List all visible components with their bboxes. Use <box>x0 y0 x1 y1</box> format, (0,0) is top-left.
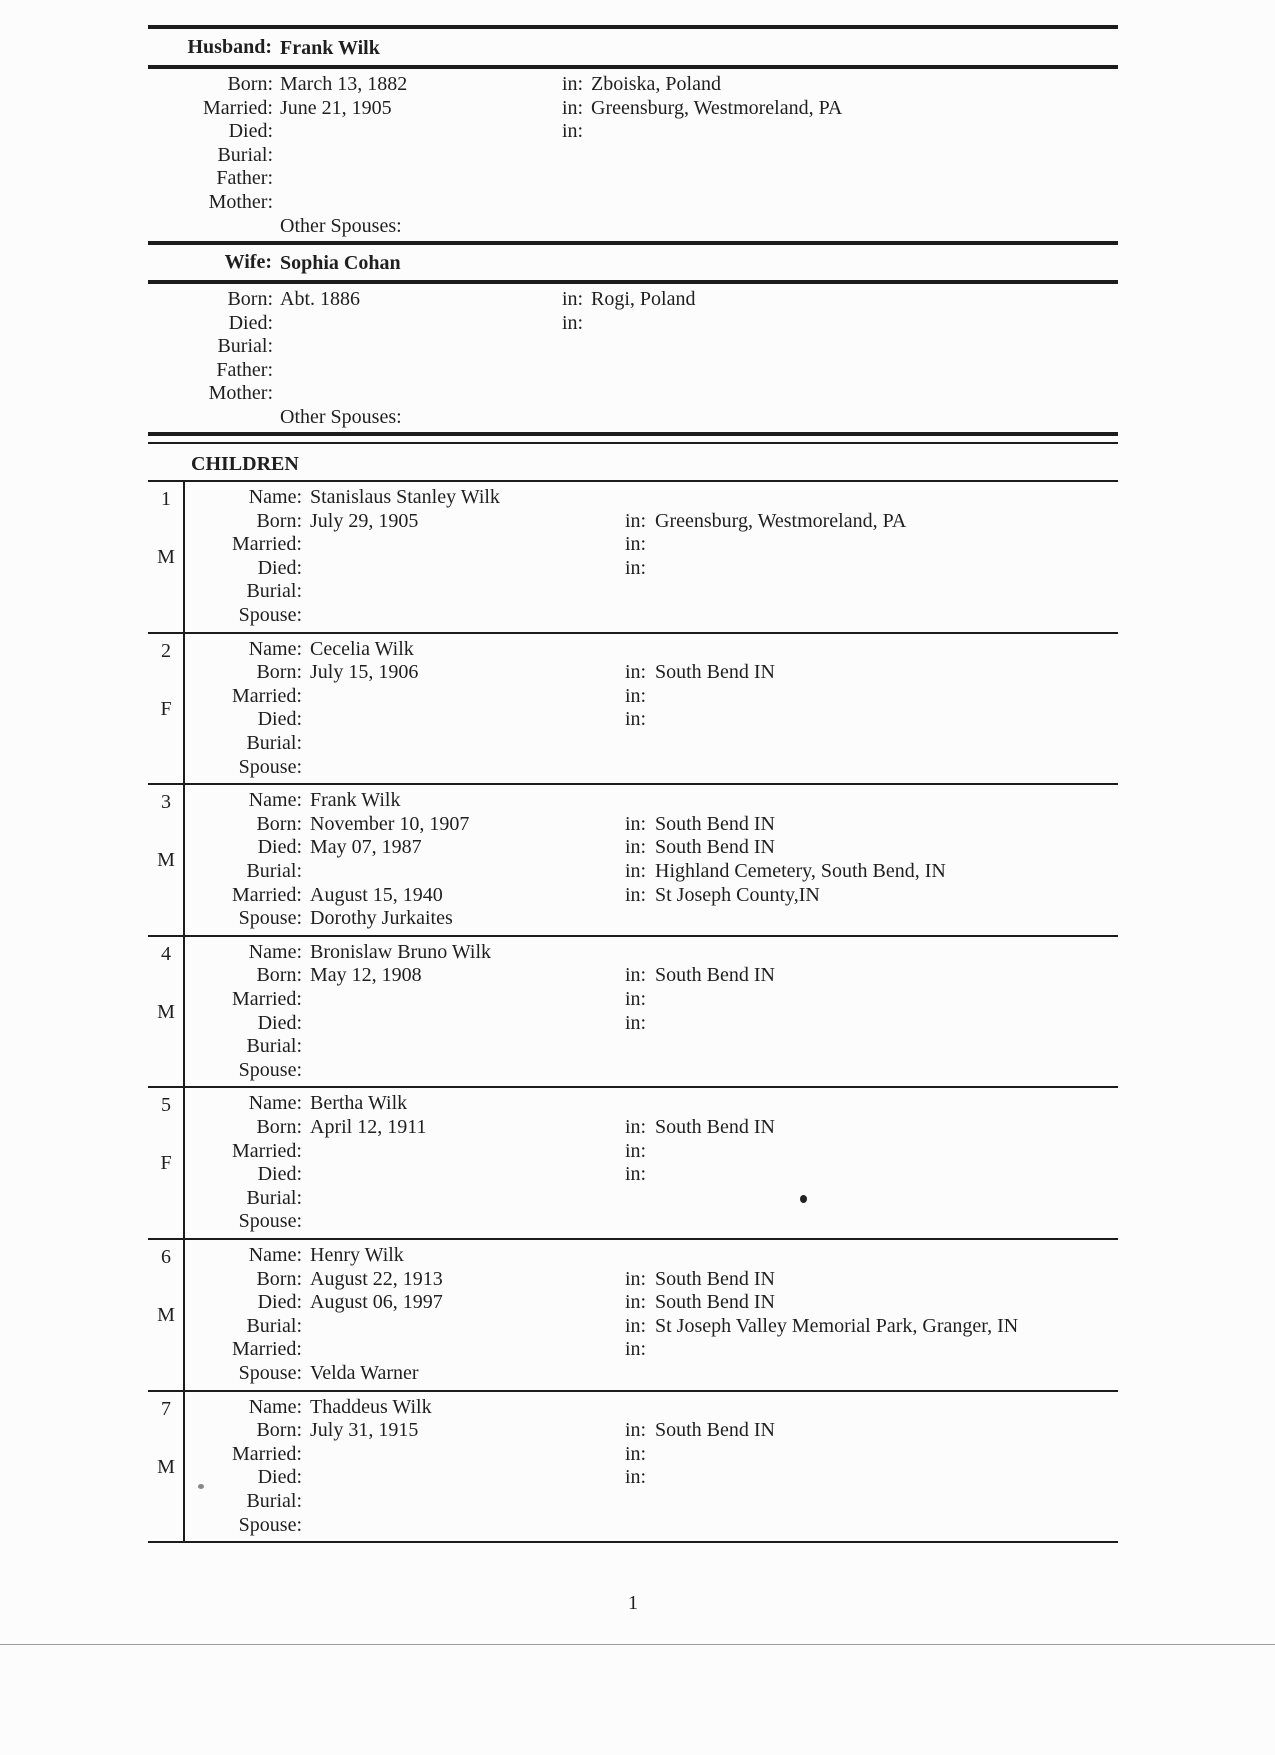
wife-row-label: Died: <box>228 311 273 334</box>
child-row-label: Born: <box>256 509 302 532</box>
child-sex: M <box>157 1304 175 1326</box>
child-separator-rule <box>148 935 1118 937</box>
wife-heading-label: Wife: <box>224 251 272 273</box>
child-number: 2 <box>161 639 171 662</box>
child-row-place: St Joseph Valley Memorial Park, Granger, IN <box>655 1314 1019 1337</box>
husband-row-label: Born: <box>227 73 273 95</box>
child-row-value: August 06, 1997 <box>310 1291 443 1314</box>
child-row-label: Died: <box>257 556 302 579</box>
wife-top-rule <box>148 241 1118 245</box>
child-row-in: in: <box>625 1442 647 1465</box>
husband-row-place: Greensburg, Westmoreland, PA <box>591 96 843 119</box>
child-row-value: Dorothy Jurkaites <box>310 907 453 930</box>
child-row-label: Married: <box>232 684 302 707</box>
husband-row-label: Mother: <box>208 191 273 213</box>
child-sex: M <box>157 1000 175 1023</box>
child-row-label: Spouse: <box>238 1210 302 1233</box>
child-row-place: South Bend IN <box>655 964 775 987</box>
child-row-in: in: <box>625 509 647 532</box>
wife-row-in: in: <box>562 288 584 310</box>
wife-row-label: Burial: <box>217 335 273 358</box>
child-separator-rule <box>148 480 1118 482</box>
child-separator-rule <box>148 1390 1118 1392</box>
child-sex: M <box>157 546 175 568</box>
child-row-label: Married: <box>232 1442 302 1465</box>
husband-row-place: Zboiska, Poland <box>591 73 721 95</box>
child-row-in: in: <box>625 1314 647 1337</box>
children-bottom-rule <box>148 1541 1118 1543</box>
child-row-in: in: <box>625 988 647 1010</box>
child-row-value: Henry Wilk <box>310 1244 404 1266</box>
child-number: 7 <box>161 1397 171 1420</box>
child-row-label: Burial: <box>246 732 302 754</box>
child-sex: F <box>160 1152 172 1175</box>
child-row-in: in: <box>625 1139 647 1162</box>
child-row-label: Name: <box>248 940 302 963</box>
child-row-in: in: <box>625 964 647 987</box>
child-row-value: Bertha Wilk <box>310 1092 408 1115</box>
child-row-label: Name: <box>248 637 302 660</box>
children-heading: CHILDREN <box>191 453 299 475</box>
child-row-value: July 29, 1905 <box>310 509 419 532</box>
husband-heading-label: Husband: <box>187 36 272 58</box>
child-row-label: Spouse: <box>238 755 302 778</box>
child-number: 3 <box>161 791 171 814</box>
child-row-place: South Bend IN <box>655 836 775 859</box>
child-number: 1 <box>161 488 171 510</box>
child-row-value: May 07, 1987 <box>310 836 422 859</box>
child-row-value: May 12, 1908 <box>310 964 422 987</box>
child-row-label: Married: <box>232 988 302 1010</box>
child-row-place: South Bend IN <box>655 1419 775 1442</box>
child-row-place: South Bend IN <box>655 812 775 835</box>
child-row-value: Cecelia Wilk <box>310 637 414 660</box>
child-row-in: in: <box>625 1116 647 1138</box>
child-row-in: in: <box>625 836 647 859</box>
child-row-value: Bronislaw Bruno Wilk <box>310 940 492 963</box>
child-row-in: in: <box>625 1338 647 1361</box>
child-row-label: Name: <box>248 1092 302 1115</box>
child-row-in: in: <box>625 860 647 882</box>
child-row-label: Died: <box>257 836 302 859</box>
child-number: 5 <box>161 1094 171 1117</box>
child-row-in: in: <box>625 1419 647 1442</box>
scan-edge-line <box>0 1644 1275 1645</box>
child-row-label: Burial: <box>246 1035 302 1058</box>
child-row-in: in: <box>625 1267 647 1290</box>
child-row-place: South Bend IN <box>655 1291 775 1314</box>
children-index-column-line <box>183 480 185 1543</box>
child-separator-rule <box>148 1086 1118 1088</box>
child-row-label: Married: <box>232 533 302 556</box>
child-row-label: Born: <box>256 1419 302 1442</box>
child-row-in: in: <box>625 1466 647 1489</box>
child-row-label: Spouse: <box>238 1513 302 1536</box>
child-row-label: Burial: <box>246 1490 302 1512</box>
husband-row-in: in: <box>562 120 584 143</box>
child-row-label: Died: <box>257 1011 302 1034</box>
child-row-value: April 12, 1911 <box>310 1116 427 1138</box>
husband-other-spouses-label: Other Spouses: <box>280 214 402 237</box>
child-row-place: South Bend IN <box>655 1267 775 1290</box>
child-row-value: Velda Warner <box>310 1362 419 1384</box>
child-row-label: Married: <box>232 1338 302 1361</box>
child-row-in: in: <box>625 533 647 556</box>
child-row-label: Burial: <box>246 1186 302 1209</box>
wife-other-spouses-label: Other Spouses: <box>280 406 402 428</box>
husband-row-label: Burial: <box>217 143 273 166</box>
child-separator-rule <box>148 632 1118 634</box>
scan-speck <box>198 1484 204 1489</box>
child-row-place: Highland Cemetery, South Bend, IN <box>655 860 946 882</box>
child-row-value: July 15, 1906 <box>310 661 419 684</box>
husband-row-label: Father: <box>216 167 273 190</box>
child-sex: M <box>157 849 175 872</box>
child-separator-rule <box>148 783 1118 785</box>
child-row-label: Born: <box>256 661 302 684</box>
wife-row-label: Born: <box>227 288 273 310</box>
child-row-value: August 22, 1913 <box>310 1267 443 1290</box>
husband-row-label: Died: <box>228 120 273 143</box>
child-row-label: Burial: <box>246 580 302 603</box>
husband-row-value: March 13, 1882 <box>280 73 408 95</box>
child-row-label: Spouse: <box>238 1362 302 1384</box>
child-row-value: Thaddeus Wilk <box>310 1395 432 1418</box>
child-row-in: in: <box>625 1163 647 1186</box>
child-row-value: July 31, 1915 <box>310 1419 419 1442</box>
child-row-label: Died: <box>257 1163 302 1186</box>
wife-heading-rule <box>148 280 1118 284</box>
child-row-place: Greensburg, Westmoreland, PA <box>655 509 907 532</box>
wife-row-place: Rogi, Poland <box>591 288 696 310</box>
wife-name: Sophia Cohan <box>280 252 401 274</box>
child-row-label: Born: <box>256 964 302 987</box>
child-row-label: Spouse: <box>238 907 302 930</box>
child-row-place: South Bend IN <box>655 661 775 684</box>
child-row-label: Died: <box>257 1466 302 1489</box>
wife-row-label: Father: <box>216 358 273 381</box>
child-row-label: Name: <box>248 1395 302 1418</box>
child-row-label: Born: <box>256 1267 302 1290</box>
child-row-in: in: <box>625 883 647 906</box>
child-row-label: Died: <box>257 1291 302 1314</box>
child-row-in: in: <box>625 812 647 835</box>
husband-row-in: in: <box>562 96 584 119</box>
child-separator-rule <box>148 1238 1118 1240</box>
child-row-label: Name: <box>248 789 302 812</box>
husband-row-in: in: <box>562 73 584 95</box>
child-row-in: in: <box>625 708 647 731</box>
page-number: 1 <box>628 1592 638 1614</box>
child-row-label: Born: <box>256 1116 302 1138</box>
child-row-label: Died: <box>257 708 302 731</box>
child-row-in: in: <box>625 556 647 579</box>
child-row-in: in: <box>625 684 647 707</box>
child-row-label: Born: <box>256 812 302 835</box>
wife-row-value: Abt. 1886 <box>280 288 360 310</box>
child-row-label: Burial: <box>246 860 302 882</box>
child-number: 6 <box>161 1246 171 1268</box>
child-row-label: Spouse: <box>238 1058 302 1081</box>
scan-speck <box>800 1195 807 1203</box>
husband-top-rule <box>148 25 1118 29</box>
child-row-value: Stanislaus Stanley Wilk <box>310 486 500 508</box>
child-number: 4 <box>161 942 171 965</box>
child-row-label: Name: <box>248 486 302 508</box>
husband-row-label: Married: <box>203 96 273 119</box>
child-row-label: Married: <box>232 883 302 906</box>
child-row-place: St Joseph County,IN <box>655 883 820 906</box>
child-row-in: in: <box>625 661 647 684</box>
child-row-value: August 15, 1940 <box>310 883 443 906</box>
child-sex: F <box>160 697 172 720</box>
child-row-label: Name: <box>248 1244 302 1266</box>
child-sex: M <box>157 1455 175 1478</box>
child-row-in: in: <box>625 1011 647 1034</box>
child-row-value: November 10, 1907 <box>310 812 470 835</box>
husband-name: Frank Wilk <box>280 37 380 59</box>
child-row-label: Married: <box>232 1139 302 1162</box>
child-row-value: Frank Wilk <box>310 789 401 812</box>
child-row-place: South Bend IN <box>655 1116 775 1138</box>
husband-row-value: June 21, 1905 <box>280 96 392 119</box>
child-row-in: in: <box>625 1291 647 1314</box>
children-double-rule-bottom <box>148 442 1118 444</box>
wife-row-in: in: <box>562 311 584 334</box>
wife-row-label: Mother: <box>208 382 273 405</box>
children-double-rule-top <box>148 432 1118 436</box>
child-row-label: Spouse: <box>238 604 302 626</box>
child-row-label: Burial: <box>246 1314 302 1337</box>
husband-heading-rule <box>148 65 1118 69</box>
